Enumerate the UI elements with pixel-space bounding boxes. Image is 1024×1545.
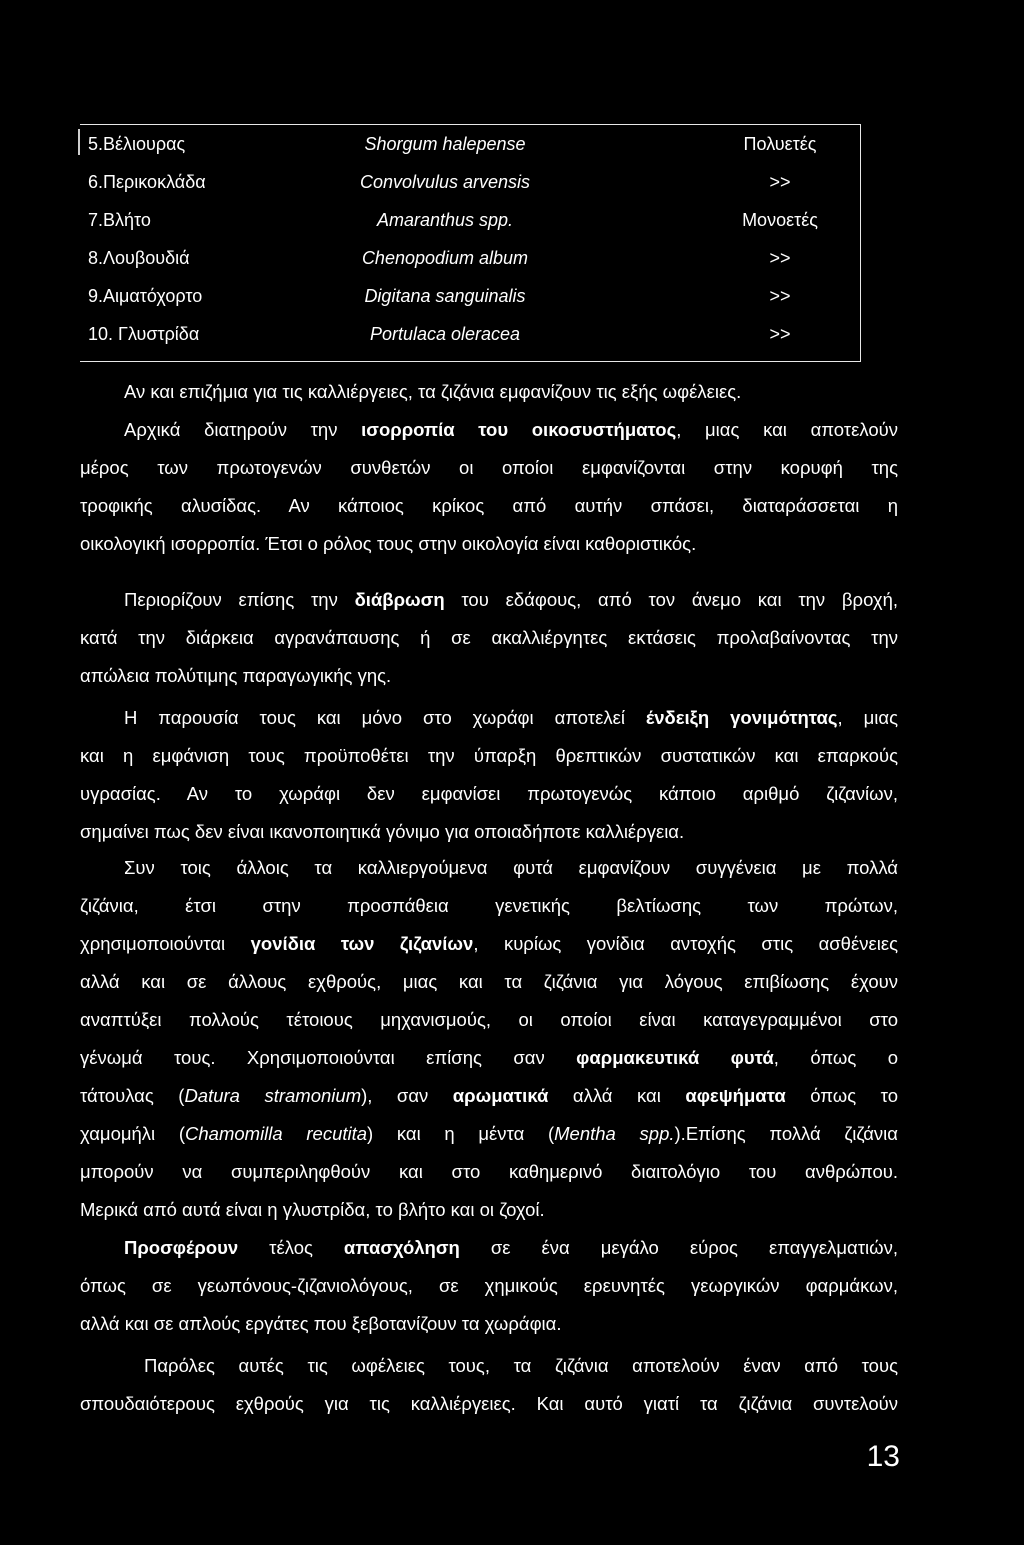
text-line: Αν και επιζήμια για τις καλλιέργειες, τα ζιζάνια εμφανίζουν τις εξής ωφέλειες.	[124, 381, 742, 402]
weed-name: 5.Βέλιουρας	[88, 134, 186, 154]
bold-term: αφεψήματα	[685, 1085, 786, 1106]
text-line: σημαίνει πως δεν είναι ικανοποιητικά γόνιμο για οποιαδήποτε καλλιέργεια.	[80, 821, 685, 842]
text-line: αλλά και σε άλλους εχθρούς, μιας και τα ζιζάνια για λόγους επιβίωσης έχουν	[80, 971, 898, 992]
italic-term: Datura stramonium	[184, 1085, 362, 1106]
bold-term: διάβρωση	[354, 589, 445, 610]
weed-type: >>	[769, 172, 791, 192]
text-line: χαμομήλι (Chamomilla recutita) και η μέντα (Mentha spp.).Επίσης πολλά ζιζάνια	[80, 1123, 898, 1144]
weed-type: Μονοετές	[742, 210, 818, 230]
weed-species: Shorgum halepense	[364, 134, 526, 154]
weed-species: Digitana sanguinalis	[364, 286, 526, 306]
weed-type: >>	[769, 248, 791, 268]
text-line: γένωμά τους. Χρησιμοποιούνται επίσης σαν φαρμακευτικά φυτά, όπως ο	[80, 1047, 898, 1068]
weed-species: Amaranthus spp.	[376, 210, 514, 230]
text-line: αλλά και σε απλούς εργάτες που ξεβοτανίζουν τα χωράφια.	[80, 1313, 562, 1334]
table-row	[80, 163, 860, 201]
bold-term: απασχόληση	[343, 1237, 460, 1258]
text-line: Αρχικά διατηρούν την ισορροπία του οικοσυστήματος, μιας και αποτελούν	[124, 419, 898, 440]
weed-name: 8.Λουβουδιά	[88, 248, 190, 268]
text-line: κατά την διάρκεια αγρανάπαυσης ή σε ακαλλιέργητες εκτάσεις προλαβαίνοντας την	[80, 627, 898, 648]
table-row	[80, 125, 860, 163]
text-line: Περιορίζουν επίσης την διάβρωση του εδάφους, από τον άνεμο και την βροχή,	[124, 589, 899, 610]
text-line: Η παρουσία τους και μόνο στο χωράφι αποτελεί ένδειξη γονιμότητας, μιας	[124, 707, 898, 728]
text-line: μέρος των πρωτογενών συνθετών οι οποίοι εμφανίζονται στην κορυφή της	[80, 457, 898, 478]
weed-species: Convolvulus arvensis	[359, 172, 531, 192]
text-line: όπως σε γεωπόνους-ζιζανιολόγους, σε χημικούς ερευνητές γεωργικών φαρμάκων,	[80, 1275, 898, 1296]
italic-term: Chamomilla recutita	[185, 1123, 368, 1144]
text-line: και η εμφάνιση τους προϋποθέτει την ύπαρξη θρεπτικών συστατικών και επαρκούς	[80, 745, 898, 766]
table-row	[80, 201, 860, 239]
weed-type: >>	[769, 324, 791, 344]
text-line: τάτουλας (Datura stramonium), σαν αρωματικά αλλά και αφεψήματα όπως το	[80, 1085, 898, 1106]
weed-name: 7.Βλήτο	[88, 210, 151, 230]
table-row	[80, 239, 860, 277]
text-line: Συν τοις άλλοις τα καλλιεργούμενα φυτά εμφανίζουν συγγένεια με πολλά	[124, 857, 898, 878]
text-line: οικολογική ισορροπία. Έτσι ο ρόλος τους στην οικολογία είναι καθοριστικός.	[80, 533, 697, 554]
bold-term: φαρμακευτικά φυτά	[576, 1047, 774, 1068]
text-line: υγρασίας. Αν το χωράφι δεν εμφανίσει πρωτογενώς κάποιο αριθμό ζιζανίων,	[80, 783, 898, 804]
text-line: Παρόλες αυτές τις ωφέλειες τους, τα ζιζάνια αποτελούν έναν από τους	[144, 1355, 898, 1376]
bold-term: γονίδια των ζιζανίων	[250, 933, 474, 954]
weed-name: 10. Γλυστρίδα	[88, 324, 200, 344]
weed-type: Πολυετές	[743, 134, 817, 154]
weed-table	[80, 124, 861, 362]
page-number: 13	[866, 1440, 900, 1473]
bold-term: Προσφέρουν	[124, 1237, 239, 1258]
text-line: Μερικά από αυτά είναι η γλυστρίδα, το βλήτο και οι ζοχοί.	[80, 1199, 545, 1220]
text-line: Προσφέρουν τέλος απασχόληση σε ένα μεγάλο εύρος επαγγελματιών,	[124, 1237, 898, 1258]
text-line: μπορούν να συμπεριληφθούν και στο καθημερινό διαιτολόγιο του ανθρώπου.	[80, 1161, 898, 1182]
table-row	[80, 315, 860, 353]
text-line: ζιζάνια, έτσι στην προσπάθεια γενετικής βελτίωσης των πρώτων,	[80, 895, 898, 916]
weed-name: 6.Περικοκλάδα	[88, 172, 206, 192]
text-line: σπουδαιότερους εχθρούς για τις καλλιέργειες. Και αυτό γιατί τα ζιζάνια συντελούν	[80, 1393, 898, 1414]
weed-species: Chenopodium album	[361, 248, 529, 268]
weed-type: >>	[769, 286, 791, 306]
bold-term: αρωματικά	[452, 1085, 549, 1106]
table-row	[80, 277, 860, 315]
text-line: χρησιμοποιούνται γονίδια των ζιζανίων, κυρίως γονίδια αντοχής στις ασθένειες	[80, 933, 898, 954]
text-line: αναπτύξει πολλούς τέτοιους μηχανισμούς, οι οποίοι είναι καταγεγραμμένοι στο	[80, 1009, 898, 1030]
weed-name: 9.Αιματόχορτο	[88, 286, 203, 306]
italic-term: Mentha spp.	[554, 1123, 675, 1144]
bold-term: ένδειξη γονιμότητας	[645, 707, 838, 728]
weed-species: Portulaca oleracea	[369, 324, 521, 344]
text-line: απώλεια πολύτιμης παραγωγικής γης.	[80, 665, 392, 686]
text-line: τροφικής αλυσίδας. Αν κάποιος κρίκος από αυτήν σπάσει, διαταράσσεται η	[80, 495, 898, 516]
bold-term: ισορροπία του οικοσυστήματος	[361, 419, 677, 440]
